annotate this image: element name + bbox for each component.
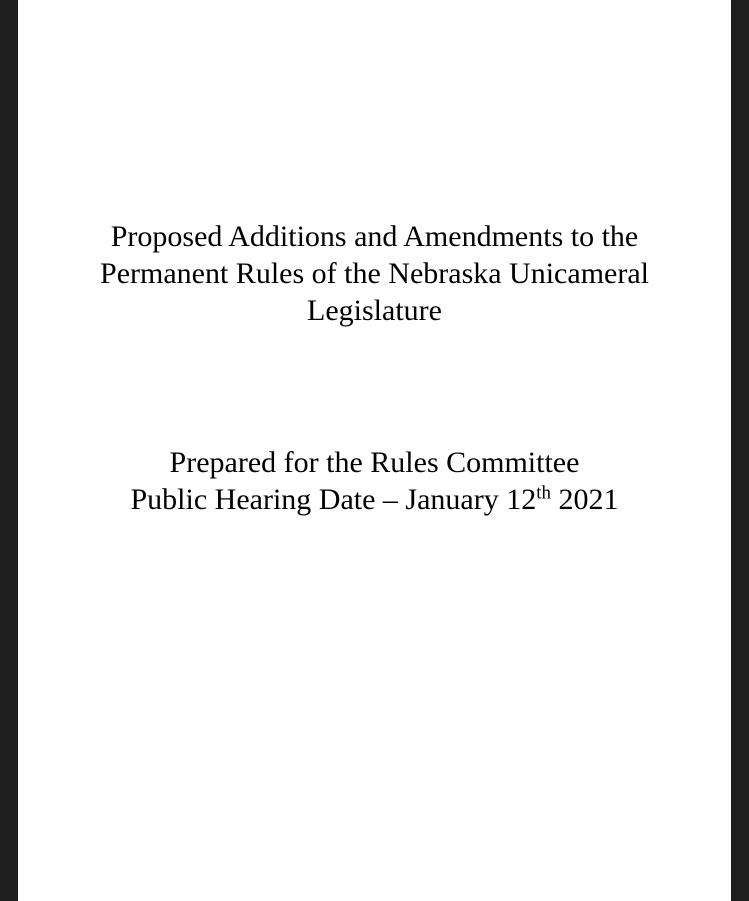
hearing-date-prefix: Public Hearing Date – January 12 — [130, 483, 537, 516]
prepared-for-line: Prepared for the Rules Committee — [169, 446, 580, 479]
title-line-3: Legislature — [307, 294, 442, 327]
title-line-2: Permanent Rules of the Nebraska Unicameral — [100, 257, 649, 290]
hearing-date-line — [18, 481, 731, 518]
title-line-1: Proposed Additions and Amendments to the — [110, 220, 639, 253]
hearing-date-year: 2021 — [551, 483, 619, 516]
hearing-date-ordinal: th — [536, 482, 551, 504]
document-subtitle — [18, 444, 731, 518]
document-title — [18, 218, 731, 329]
document-page — [18, 0, 731, 901]
